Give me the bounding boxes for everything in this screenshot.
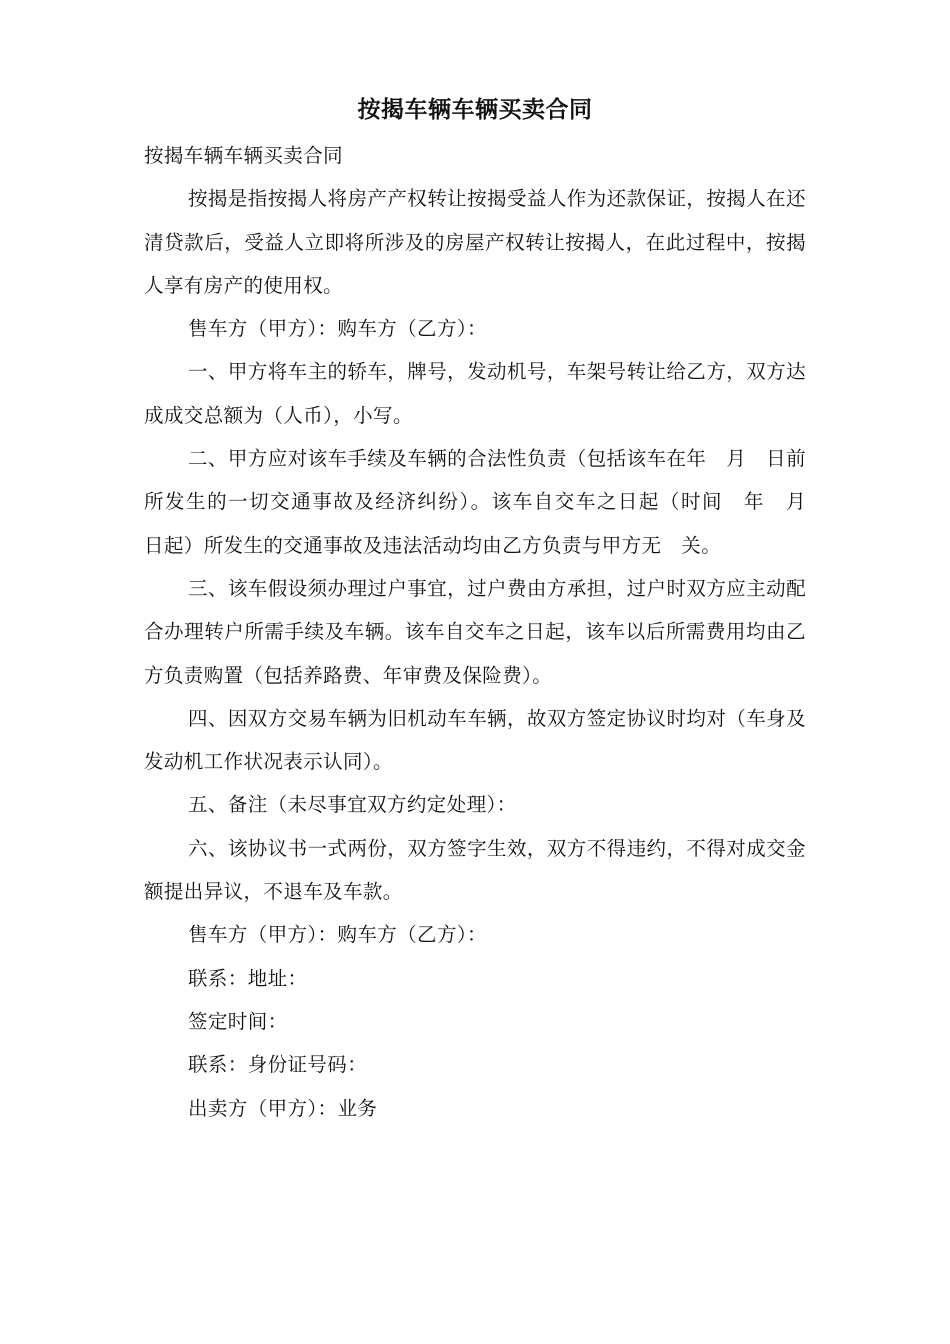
document-title: 按揭车辆车辆买卖合同	[357, 96, 593, 123]
clause-6: 六、该协议书一式两份，双方签字生效，双方不得违约，不得对成交金额提出异议，不退车及车款。	[144, 836, 806, 904]
signing-date-line: 签定时间：	[188, 1009, 288, 1033]
definition-paragraph: 按揭是指按揭人将房产产权转让按揭受益人作为还款保证，按揭人在还清贷款后，受益人立即将所涉及的房屋产权转让按揭人，在此过程中，按揭人享有房产的使用权。	[144, 187, 806, 297]
clause-4: 四、因双方交易车辆为旧机动车车辆，故双方签定协议时均对（车身及发动机工作状况表示认同）。	[144, 706, 806, 774]
document-body	[144, 134, 826, 1130]
seller-business-line: 出卖方（甲方）：业务	[188, 1096, 378, 1120]
clause-1: 一、甲方将车主的轿车，牌号，发动机号，车架号转让给乙方，双方达成成交总额为（人币），小写。	[144, 360, 806, 427]
clause-2: 二、甲方应对该车手续及车辆的合法性负责（包括该车在年 月 日前所发生的一切交通事故及经济纠纷）。该车自交车之日起（时间 年 月 日起）所发生的交通事故及违法活动均由乙方负责与甲方无 关。	[144, 447, 826, 557]
parties-line: 售车方（甲方）：购车方（乙方）：	[188, 317, 487, 341]
contact-id-line: 联系：身份证号码：	[188, 1053, 368, 1077]
subtitle-line: 按揭车辆车辆买卖合同	[144, 144, 344, 167]
contact-address-line: 联系：地址：	[188, 966, 308, 990]
clause-5: 五、备注（未尽事宜双方约定处理）：	[188, 793, 517, 817]
signature-parties-line: 售车方（甲方）：购车方（乙方）：	[188, 923, 487, 947]
clause-3: 三、该车假设须办理过户事宜，过户费由方承担，过户时双方应主动配合办理转户所需手续及车辆。该车自交车之日起，该车以后所需费用均由乙方负责购置（包括养路费、年审费及保险费）。	[144, 576, 806, 687]
